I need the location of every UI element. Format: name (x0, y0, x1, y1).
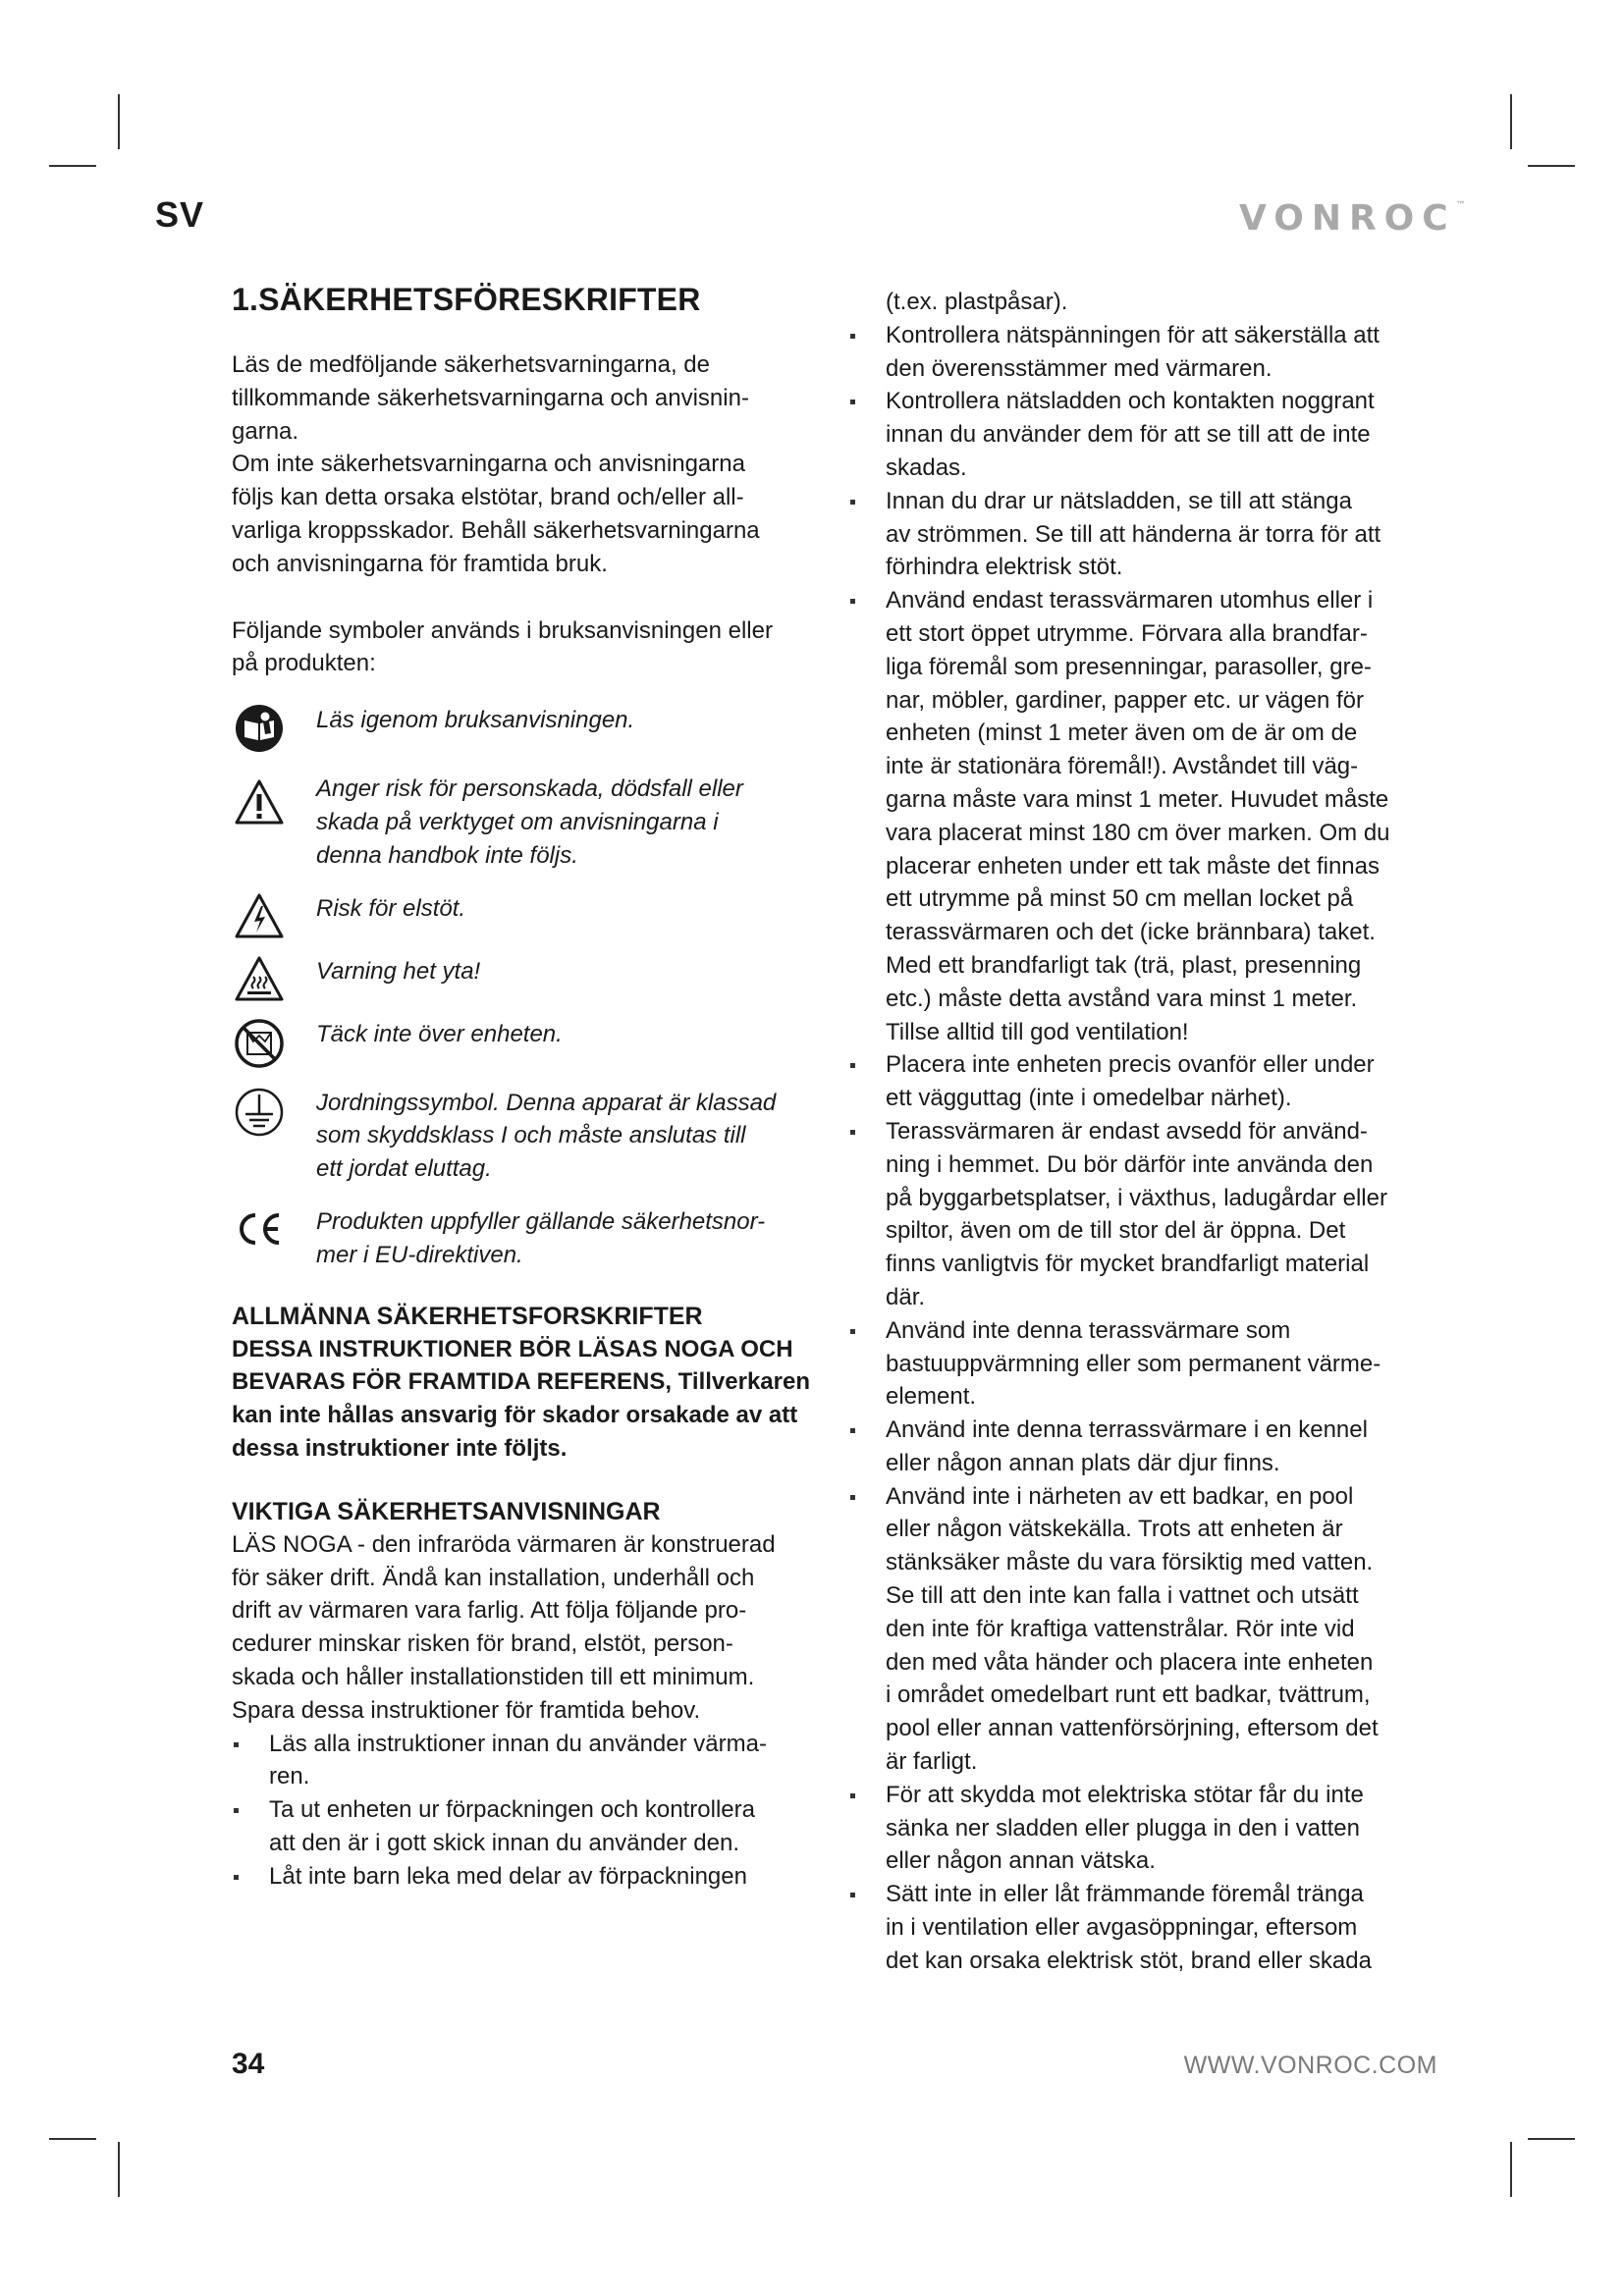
trademark-mark: ™ (1455, 200, 1466, 211)
text-line: på produkten: (232, 650, 376, 677)
crop-mark (1528, 2138, 1575, 2140)
text-line: bastuuppvärmning eller som permanent värme- (886, 1350, 1381, 1377)
text-line: kan inte hållas ansvarig för skador orsakade av att (232, 1402, 798, 1429)
text-line: Kontrollera nätspänningen för att säkerställa att (886, 321, 1380, 348)
general-safety-heading: ALLMÄNNA SÄKERHETSFORSKRIFTER (232, 1302, 703, 1330)
symbol-text (316, 1018, 831, 1051)
text-line: pool eller annan vattenförsörjning, eftersom det (886, 1715, 1379, 1742)
important-safety-heading: VIKTIGA SÄKERHETSANVISNINGAR (232, 1497, 661, 1525)
list-item (848, 1414, 1447, 1480)
text-line: Risk för elstöt. (316, 894, 466, 922)
symbol-row (232, 1205, 831, 1272)
text-line: den inte för kraftiga vattenstrålar. Rör inte vid (886, 1615, 1355, 1642)
text-line: terassvärmaren och det (icke brännbara) taket. (886, 919, 1376, 946)
crop-mark (118, 94, 120, 149)
continued-text: (t.ex. plastpåsar). (886, 289, 1068, 315)
text-line: liga föremål som presenningar, parasoller, gre- (886, 653, 1372, 680)
text-line: För att skydda mot elektriska stötar får du inte (886, 1781, 1364, 1808)
text-line: Kontrollera nätsladden och kontakten noggrant (886, 388, 1375, 415)
list-item (848, 485, 1447, 584)
read-manual-icon (232, 704, 287, 753)
left-column (232, 280, 831, 1894)
crop-mark (1510, 2142, 1512, 2197)
list-item (848, 1779, 1447, 1878)
brand-name: VONROC (1239, 198, 1456, 239)
text-line: DESSA INSTRUKTIONER BÖR LÄSAS NOGA OCH (232, 1335, 793, 1362)
text-line: Tillse alltid till god ventilation! (886, 1018, 1189, 1045)
text-line: det kan orsaka elektrisk stöt, brand eller skada (886, 1947, 1372, 1974)
text-line: nar, möbler, gardiner, papper etc. ur vägen för (886, 686, 1364, 714)
text-line: ning i hemmet. Du bör därför inte använda den (886, 1150, 1374, 1178)
text-line: ren. (269, 1763, 310, 1790)
intro-paragraph (232, 348, 831, 581)
text-line: drift av värmaren vara farlig. Att följa följande pro- (232, 1597, 747, 1625)
symbol-row (232, 704, 831, 753)
list-item (848, 1314, 1447, 1414)
text-line: ett stort öppet utrymme. Förvara alla brandfar- (886, 619, 1368, 647)
do-not-cover-icon (232, 1018, 287, 1069)
text-line: ett vägguttag (inte i omedelbar närhet). (886, 1085, 1292, 1112)
page-number: 34 (232, 2048, 265, 2080)
list-item (848, 1048, 1447, 1115)
text-line: på byggarbetsplatser, i växthus, ladugårdar eller (886, 1184, 1387, 1211)
text-line: som skyddsklass I och måste anslutas till (316, 1122, 746, 1149)
symbol-text (316, 704, 831, 737)
symbol-row (232, 955, 831, 1002)
text-line: dessa instruktioner inte följts. (232, 1434, 568, 1462)
text-line: tillkommande säkerhetsvarningarna och anvisnin- (232, 384, 749, 411)
text-line: varliga kroppsskador. Behåll säkerhetsvarningarna (232, 516, 760, 544)
ce-mark-icon (232, 1205, 287, 1249)
symbol-row (232, 1087, 831, 1186)
symbol-row (232, 773, 831, 872)
text-line: etc.) måste detta avstånd vara minst 1 meter. (886, 985, 1358, 1012)
text-line: för säker drift. Ändå kan installation, underhåll och (232, 1564, 755, 1591)
general-safety-paragraph (232, 1333, 831, 1466)
crop-mark (49, 165, 96, 167)
symbol-text (316, 955, 831, 988)
symbol-text (316, 892, 831, 926)
list-item (848, 1115, 1447, 1314)
important-safety-paragraph (232, 1528, 831, 1728)
text-line: sänka ner sladden eller plugga in den i vatten (886, 1814, 1360, 1842)
text-line: cedurer minskar risken för brand, elstöt, person- (232, 1630, 733, 1658)
text-line: Läs alla instruktioner innan du använder värma- (269, 1730, 767, 1757)
text-line: den med våta händer och placera inte enheten (886, 1648, 1374, 1676)
symbols-intro (232, 614, 831, 681)
text-line: i området omedelbart runt ett badkar, tvättrum, (886, 1682, 1371, 1709)
text-line: och anvisningarna för framtida bruk. (232, 550, 608, 577)
text-line: Placera inte enheten precis ovanför eller under (886, 1051, 1375, 1079)
text-line: Produkten uppfyller gällande säkerhetsnor- (316, 1207, 766, 1235)
list-item (848, 584, 1447, 1048)
text-line: Terassvärmaren är endast avsedd för använd- (886, 1117, 1368, 1145)
text-line: denna handbok inte följs. (316, 841, 578, 869)
text-line: Varning het yta! (316, 957, 481, 985)
text-line: Innan du drar ur nätsladden, se till att stänga (886, 487, 1352, 514)
text-line: är farligt. (886, 1748, 978, 1776)
symbol-text (316, 773, 831, 872)
website-url: WWW.VONROC.COM (1183, 2052, 1437, 2079)
text-line: Sätt inte in eller låt främmande föremål tränga (886, 1881, 1364, 1908)
text-line: Läs de medföljande säkerhetsvarningarna, de (232, 351, 710, 378)
text-line: Spara dessa instruktioner för framtida behov. (232, 1696, 701, 1724)
text-line: skada och håller installationstiden till ett minimum. (232, 1663, 755, 1690)
symbol-row (232, 892, 831, 939)
text-line: Jordningssymbol. Denna apparat är klassad (316, 1089, 777, 1116)
section-title: 1.SÄKERHETSFÖRESKRIFTER (232, 282, 701, 317)
text-line: Se till att den inte kan falla i vattnet och utsätt (886, 1582, 1359, 1610)
list-item (848, 385, 1447, 484)
text-line: finns vanligtvis för mycket brandfarligt material (886, 1251, 1370, 1278)
text-line: Täck inte över enheten. (316, 1020, 563, 1047)
text-line: in i ventilation eller avgasöppningar, eftersom (886, 1914, 1358, 1942)
text-line: Använd inte denna terrassvärmare i en kennel (886, 1416, 1368, 1444)
warning-triangle-icon (232, 773, 287, 826)
brand-logo (1239, 198, 1466, 239)
text-line: av strömmen. Se till att händerna är torra för att (886, 520, 1381, 548)
text-line: Ta ut enheten ur förpackningen och kontrollera (269, 1796, 755, 1824)
text-line: ett utrymme på minst 50 cm mellan locket på (886, 885, 1354, 913)
text-line: Låt inte barn leka med delar av förpackningen (269, 1862, 747, 1890)
text-line: Använd inte denna terassvärmare som (886, 1316, 1291, 1344)
earth-ground-icon (232, 1087, 287, 1138)
text-line: att den är i gott skick innan du använder den. (269, 1829, 739, 1856)
crop-mark (118, 2142, 120, 2197)
text-line: Om inte säkerhetsvarningarna och anvisningarna (232, 451, 745, 478)
text-line: garna måste vara minst 1 meter. Huvudet måste (886, 785, 1389, 813)
text-line: eller någon annan vätska. (886, 1847, 1156, 1875)
text-line: eller någon annan plats där djur finns. (886, 1449, 1280, 1476)
hot-surface-icon (232, 955, 287, 1002)
text-line: förhindra elektrisk stöt. (886, 554, 1123, 581)
crop-mark (1528, 165, 1575, 167)
text-line: Med ett brandfarligt tak (trä, plast, presenning (886, 951, 1362, 979)
safety-bullet-list (848, 319, 1447, 1978)
list-item (232, 1793, 831, 1860)
text-line: stänksäker måste du vara försiktig med vatten. (886, 1549, 1374, 1576)
crop-mark (49, 2138, 96, 2140)
text-line: där. (886, 1283, 926, 1310)
safety-bullet-list (232, 1728, 831, 1894)
text-line: skadas. (886, 454, 967, 481)
text-line: garna. (232, 417, 299, 445)
crop-mark (1510, 94, 1512, 149)
list-item (848, 319, 1447, 386)
text-line: följs kan detta orsaka elstötar, brand och/eller all- (232, 484, 744, 511)
text-line: BEVARAS FÖR FRAMTIDA REFERENS, Tillverkaren (232, 1368, 810, 1396)
list-item (848, 1480, 1447, 1779)
list-item (848, 1878, 1447, 1977)
electric-shock-icon (232, 892, 287, 939)
text-line: innan du använder dem för att se till att de inte (886, 421, 1371, 449)
text-line: ett jordat eluttag. (316, 1155, 492, 1183)
text-line: eller någon vätskekälla. Trots att enheten är (886, 1516, 1343, 1543)
text-line: spiltor, även om de till stor del är öppna. Det (886, 1217, 1346, 1245)
text-line: LÄS NOGA - den infraröda värmaren är konstruerad (232, 1530, 776, 1558)
text-line: Följande symboler används i bruksanvisningen eller (232, 616, 773, 644)
text-line: vara placerat minst 180 cm över marken. Om du (886, 819, 1390, 846)
text-line: Läs igenom bruksanvisningen. (316, 707, 635, 734)
text-line: Använd inte i närheten av ett badkar, en pool (886, 1482, 1354, 1510)
text-line: element. (886, 1383, 977, 1411)
language-code: SV (155, 194, 205, 235)
list-item (232, 1728, 831, 1794)
text-line: enheten (minst 1 meter även om de är om de (886, 720, 1358, 747)
text-line: placerar enheten under ett tak måste det finnas (886, 852, 1380, 880)
text-line: mer i EU-direktiven. (316, 1241, 523, 1268)
right-column (848, 286, 1447, 1978)
text-line: Använd endast terassvärmaren utomhus eller i (886, 587, 1374, 614)
symbol-text (316, 1205, 831, 1272)
text-line: skada på verktyget om anvisningarna i (316, 808, 719, 835)
symbol-row (232, 1018, 831, 1069)
text-line: den överensstämmer med värmaren. (886, 354, 1272, 382)
text-line: inte är stationära föremål!). Avståndet till väg- (886, 753, 1359, 780)
text-line: Anger risk för personskada, dödsfall eller (316, 775, 743, 803)
list-item (232, 1860, 831, 1894)
symbol-text (316, 1087, 831, 1186)
